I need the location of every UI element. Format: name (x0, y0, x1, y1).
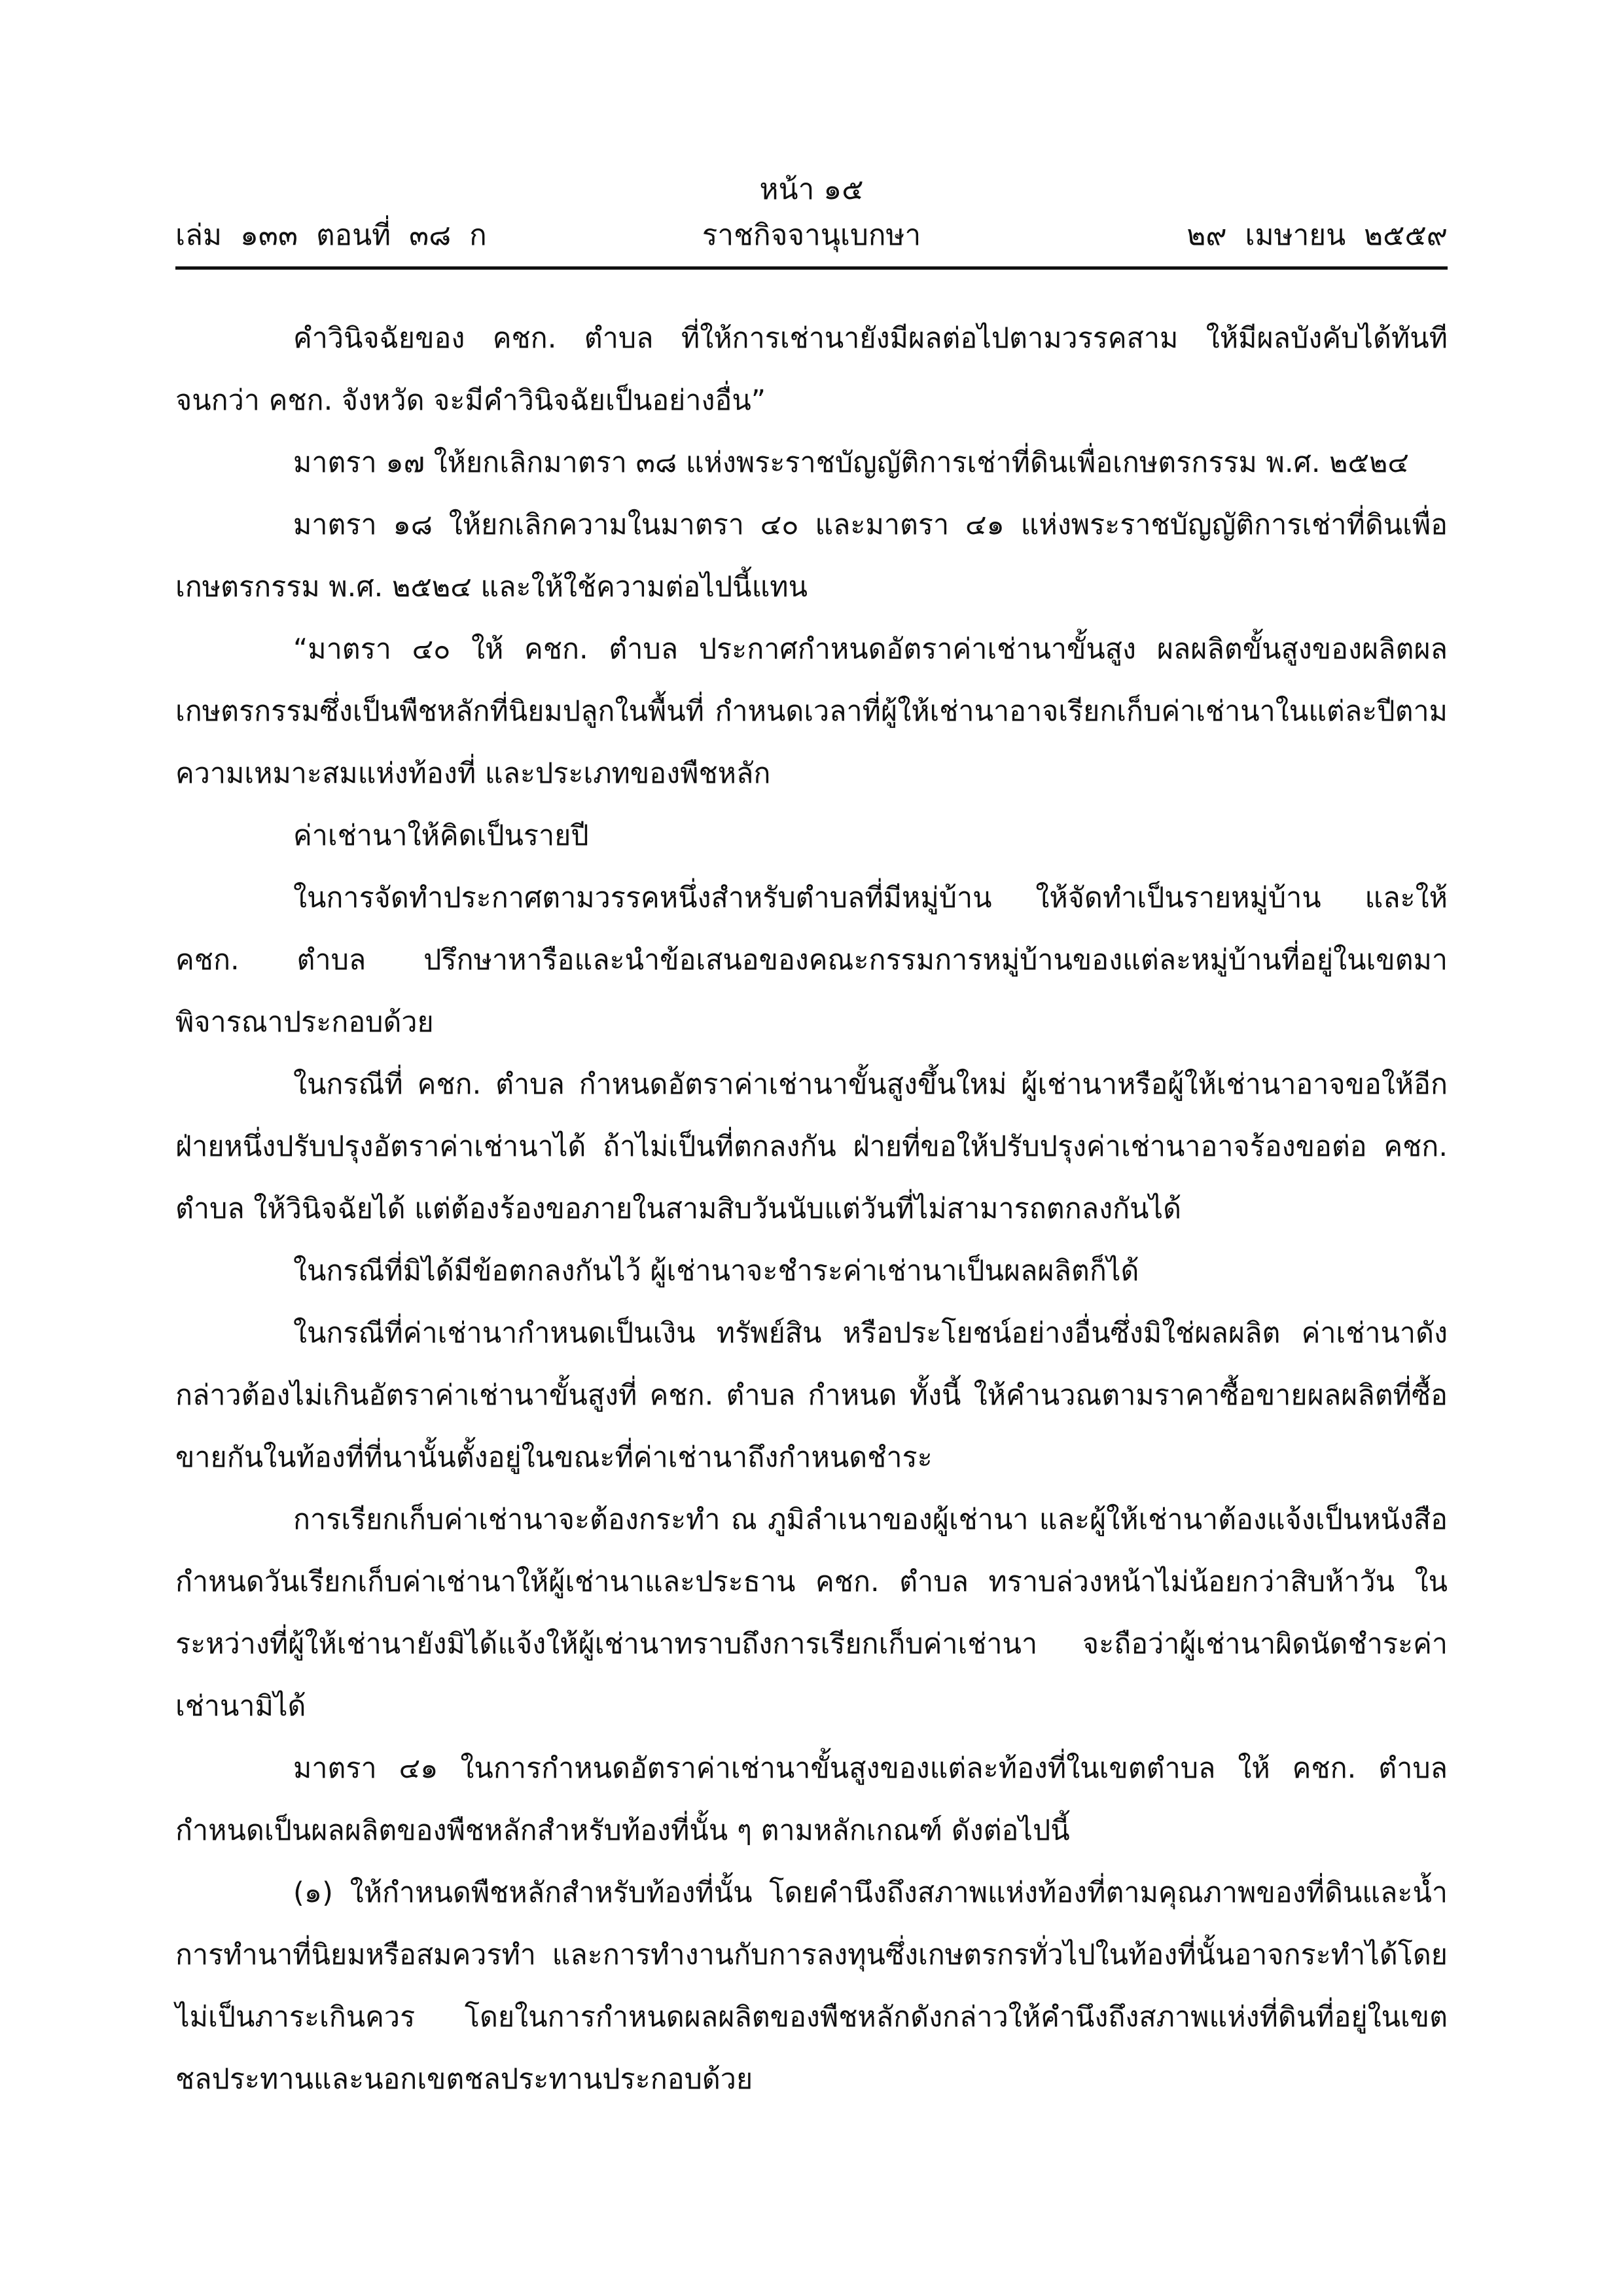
section-18: มาตรา ๑๘ ให้ยกเลิกความในมาตรา ๔๐ และมาตรา ๔๑ แห่งพระราชบัญญัติการเช่าที่ดินเพื่อเกษตรกรรม พ.ศ. ๒๕๒๔ และให้ใช้ความต่อไปนี้แทน (175, 509, 1448, 603)
section-40: “มาตรา ๔๐ ให้ คชก. ตำบล ประกาศกำหนดอัตราค่าเช่านาขั้นสูง ผลผลิตขั้นสูงของผลิตผลเกษตรกรรมซึ่งเป็นพืชหลักที่นิยมปลูกในพื้นที่ กำหนดเวลาที่ผู้ให้เช่านาอาจเรียกเก็บค่าเช่านาในแต่ละปีตามความเหมาะสมแห่งท้องที่ และประเภทของพืชหลัก (175, 633, 1448, 790)
paragraph: ในกรณีที่ คชก. ตำบล กำหนดอัตราค่าเช่านาขั้นสูงขึ้นใหม่ ผู้เช่านาหรือผู้ให้เช่านาอาจขอให้อีกฝ่ายหนึ่งปรับปรุงอัตราค่าเช่านาได้ ถ้าไม่เป็นที่ตกลงกัน ฝ่ายที่ขอให้ปรับปรุงค่าเช่านาอาจร้องขอต่อ คชก. ตำบล ให้วินิจฉัยได้ แต่ต้องร้องขอภายในสามสิบวันนับแต่วันที่ไม่สามารถตกลงกันได้ (175, 1068, 1448, 1225)
clause-1: (๑) ให้กำหนดพืชหลักสำหรับท้องที่นั้น โดยคำนึงถึงสภาพแห่งท้องที่ตามคุณภาพของที่ดินและน้ำ การทำนาที่นิยมหรือสมควรทำ และการทำงานกับการลงทุนซึ่งเกษตรกรทั่วไปในท้องที่นั้นอาจกระทำได้โดยไม่เป็นภาระเกินควร โดยในการกำหนดผลผลิตของพืชหลักดังกล่าวให้คำนึงถึงสภาพแห่งที่ดินที่อยู่ในเขตชลประทานและนอกเขตชลประทานประกอบด้วย (175, 1876, 1448, 2096)
paragraph: คำวินิจฉัยของ คชก. ตำบล ที่ให้การเช่านายังมีผลต่อไปตามวรรคสาม ให้มีผลบังคับได้ทันทีจนกว่า คชก. จังหวัด จะมีคำวินิจฉัยเป็นอย่างอื่น” (175, 322, 1448, 417)
section-41: มาตรา ๔๑ ในการกำหนดอัตราค่าเช่านาขั้นสูงของแต่ละท้องที่ในเขตตำบล ให้ คชก. ตำบล กำหนดเป็นผลผลิตของพืชหลักสำหรับท้องที่นั้น ๆ ตามหลักเกณฑ์ ดังต่อไปนี้ (175, 1752, 1448, 1847)
paragraph: ในการจัดทำประกาศตามวรรคหนึ่งสำหรับตำบลที่มีหมู่บ้าน ให้จัดทำเป็นรายหมู่บ้าน และให้ คชก. ตำบล ปรึกษาหารือและนำข้อเสนอของคณะกรรมการหมู่บ้านของแต่ละหมู่บ้านที่อยู่ในเขตมาพิจารณาประกอบด้วย (175, 882, 1448, 1039)
paragraph: การเรียกเก็บค่าเช่านาจะต้องกระทำ ณ ภูมิลำเนาของผู้เช่านา และผู้ให้เช่านาต้องแจ้งเป็นหนังสือกำหนดวันเรียกเก็บค่าเช่านาให้ผู้เช่านาและประธาน คชก. ตำบล ทราบล่วงหน้าไม่น้อยกว่าสิบห้าวัน ในระหว่างที่ผู้ให้เช่านายังมิได้แจ้งให้ผู้เช่านาทราบถึงการเรียกเก็บค่าเช่านา จะถือว่าผู้เช่านาผิดนัดชำระค่าเช่านามิได้ (175, 1503, 1448, 1723)
publication-title: ราชกิจจานุเบกษา (702, 219, 921, 252)
page-number: หน้า ๑๕ (759, 173, 864, 206)
page-header (175, 213, 1448, 259)
publication-date: ๒๙ เมษายน ๒๕๕๙ (1186, 219, 1448, 252)
header-divider (175, 266, 1448, 270)
paragraph: ในกรณีที่ค่าเช่านากำหนดเป็นเงิน ทรัพย์สิน หรือประโยชน์อย่างอื่นซึ่งมิใช่ผลผลิต ค่าเช่านาดังกล่าวต้องไม่เกินอัตราค่าเช่านาขั้นสูงที่ คชก. ตำบล กำหนด ทั้งนี้ ให้คำนวณตามราคาซื้อขายผลผลิตที่ซื้อขายกันในท้องที่ที่นานั้นตั้งอยู่ในขณะที่ค่าเช่านาถึงกำหนดชำระ (175, 1317, 1448, 1474)
document-body (175, 308, 1448, 2111)
paragraph: ในกรณีที่มิได้มีข้อตกลงกันไว้ ผู้เช่านาจะชำระค่าเช่านาเป็นผลผลิตก็ได้ (293, 1255, 1139, 1287)
volume-issue: เล่ม ๑๓๓ ตอนที่ ๓๘ ก (175, 219, 487, 252)
section-17: มาตรา ๑๗ ให้ยกเลิกมาตรา ๓๘ แห่งพระราชบัญญัติการเช่าที่ดินเพื่อเกษตรกรรม พ.ศ. ๒๕๒๔ (293, 446, 1409, 479)
paragraph: ค่าเช่านาให้คิดเป็นรายปี (293, 819, 589, 852)
